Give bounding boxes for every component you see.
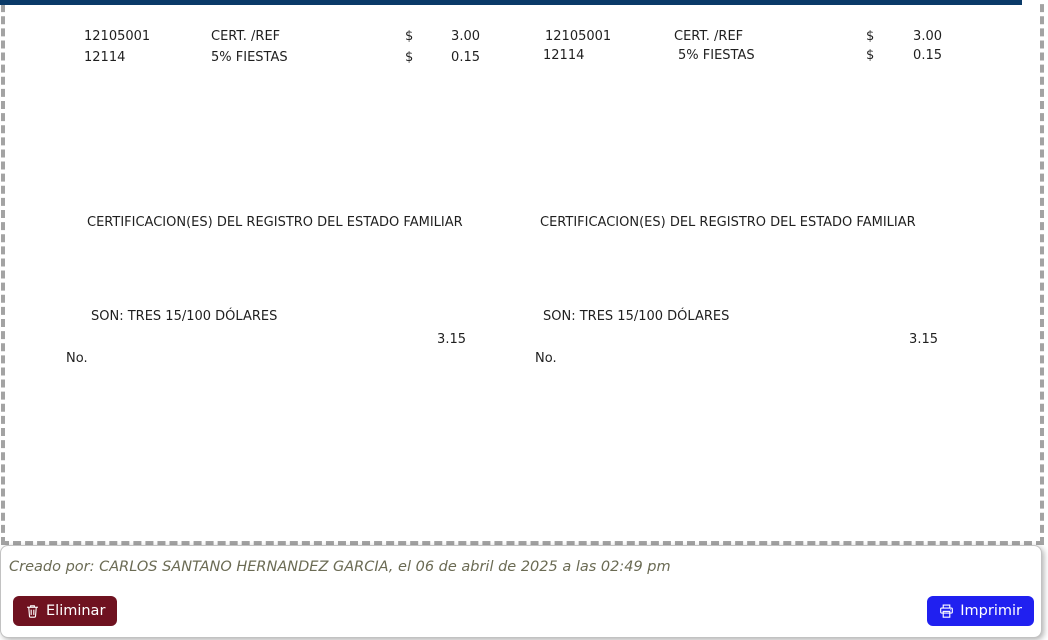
receipt-title: CERTIFICACION(ES) DEL REGISTRO DEL ESTADO FAMILIAR: [540, 215, 916, 230]
fee-description: CERT. /REF: [211, 29, 281, 44]
fee-code: 12105001: [84, 29, 151, 44]
delete-button[interactable]: [13, 596, 117, 626]
receipt-number-label: No.: [535, 351, 557, 366]
total-amount: 3.15: [909, 332, 938, 347]
fee-description: 5% FIESTAS: [678, 48, 755, 63]
fee-description: CERT. /REF: [674, 29, 744, 44]
printer-icon: [939, 603, 954, 619]
fee-amount: 3.00: [451, 29, 480, 44]
fee-amount: 0.15: [913, 48, 942, 63]
created-by-text: Creado por: CARLOS SANTANO HERNANDEZ GARCIA, el 06 de abril de 2025 a las 02:49 pm: [9, 559, 671, 575]
amount-in-words: SON: TRES 15/100 DÓLARES: [543, 309, 730, 324]
fee-amount: 3.00: [913, 29, 942, 44]
amount-in-words: SON: TRES 15/100 DÓLARES: [91, 309, 278, 324]
fee-code: 12105001: [545, 29, 612, 44]
footer-panel: [0, 545, 1042, 638]
receipt-top-bar: [0, 0, 1022, 5]
receipt-title: CERTIFICACION(ES) DEL REGISTRO DEL ESTADO FAMILIAR: [87, 215, 463, 230]
receipt-number-label: No.: [66, 351, 88, 366]
currency-symbol: $: [866, 48, 875, 63]
currency-symbol: $: [866, 29, 875, 44]
trash-icon: [25, 603, 40, 619]
fee-code: 12114: [84, 50, 126, 65]
print-button[interactable]: [927, 596, 1034, 626]
fee-amount: 0.15: [451, 50, 480, 65]
total-amount: 3.15: [437, 332, 466, 347]
fee-description: 5% FIESTAS: [211, 50, 288, 65]
delete-button-label: Eliminar: [46, 603, 106, 619]
print-button-label: Imprimir: [960, 603, 1022, 619]
fee-code: 12114: [543, 48, 585, 63]
currency-symbol: $: [405, 50, 414, 65]
currency-symbol: $: [405, 29, 414, 44]
